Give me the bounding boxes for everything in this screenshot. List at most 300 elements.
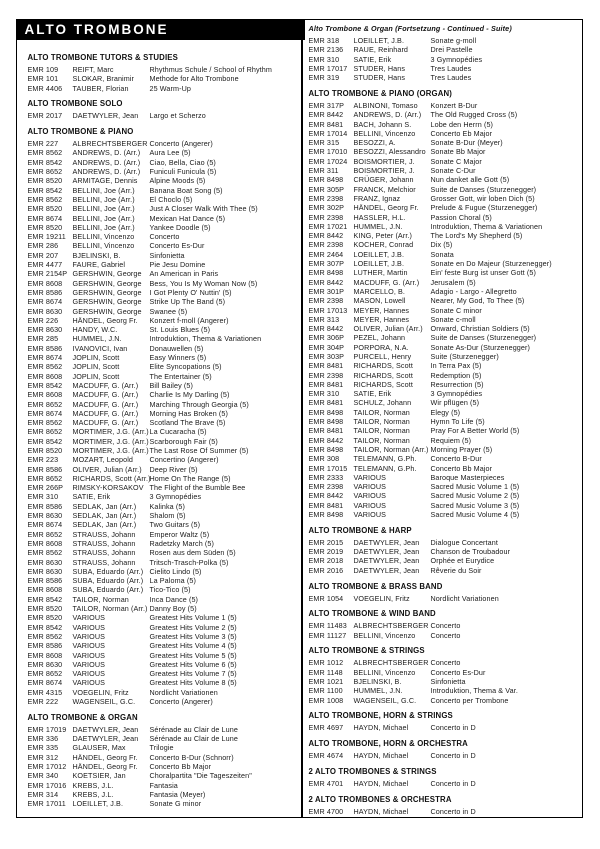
piece-title: Mexican Hat Dance (5) bbox=[149, 213, 226, 223]
emr-number: EMR 8674 bbox=[27, 678, 63, 688]
catalog-section bbox=[309, 711, 581, 732]
composer: HAYDN, Michael bbox=[353, 806, 409, 816]
catalog-row bbox=[28, 232, 300, 241]
composer: BELLINI, Vincenzo bbox=[353, 630, 416, 640]
piece-title: Elite Syncopations (5) bbox=[149, 362, 222, 372]
piece-title: Concerto bbox=[149, 232, 180, 242]
catalog-row bbox=[309, 464, 581, 473]
composer: DAETWYLER, Jean bbox=[72, 724, 139, 734]
composer: VARIOUS bbox=[353, 472, 387, 482]
emr-number: EMR 8520 bbox=[27, 604, 63, 614]
composer: MORTIMER, J.G. (Arr.) bbox=[72, 445, 149, 455]
composer: DAETWYLER, Jean bbox=[353, 556, 420, 566]
catalog-row bbox=[28, 455, 300, 464]
emr-number: EMR 8562 bbox=[27, 631, 63, 641]
emr-number: EMR 2016 bbox=[308, 565, 344, 575]
catalog-row bbox=[28, 678, 300, 687]
composer: HÄNDEL, Georg Fr. bbox=[353, 203, 419, 213]
piece-title: Konzert f-moll (Angerer) bbox=[149, 315, 229, 325]
emr-number: EMR 17011 bbox=[27, 799, 66, 809]
emr-number: EMR 8498 bbox=[308, 417, 344, 427]
composer: ALBINONI, Tomaso bbox=[353, 100, 418, 110]
composer: STRAUSS, Johann bbox=[72, 538, 136, 548]
catalog-row bbox=[28, 651, 300, 660]
emr-number: EMR 8586 bbox=[27, 287, 63, 297]
emr-number: EMR 8586 bbox=[27, 641, 63, 651]
catalog-row bbox=[28, 567, 300, 576]
catalog-row bbox=[28, 548, 300, 557]
catalog-row bbox=[309, 538, 581, 547]
emr-number: EMR 335 bbox=[27, 743, 59, 753]
piece-title: Strike Up The Band (5) bbox=[149, 297, 226, 307]
emr-number: EMR 4477 bbox=[27, 260, 63, 270]
catalog-row bbox=[28, 251, 300, 260]
piece-title: Concerto Es-Dur bbox=[430, 667, 486, 677]
composer: RICHARDS, Scott bbox=[353, 361, 413, 371]
piece-title: 3 Gymnopédies bbox=[430, 54, 483, 64]
piece-title: Sacred Music Volume 1 (5) bbox=[430, 482, 520, 492]
catalog-section bbox=[28, 713, 300, 809]
piece-title: Drei Pastelle bbox=[430, 45, 473, 55]
catalog-row bbox=[28, 325, 300, 334]
emr-number: EMR 8481 bbox=[308, 426, 344, 436]
emr-number: EMR 17010 bbox=[308, 147, 348, 157]
catalog-row bbox=[309, 166, 581, 175]
piece-title: Sérénade au Clair de Lune bbox=[149, 734, 238, 744]
piece-title: Konzert B-Dur bbox=[430, 100, 478, 110]
composer: RICHARDS, Scott bbox=[353, 370, 413, 380]
composer: BELLINI, Vincenzo bbox=[353, 128, 416, 138]
catalog-row bbox=[28, 390, 300, 399]
piece-title: Concerto per Trombone bbox=[430, 695, 509, 705]
piece-title: Prelude & Fugue (Sturzenegger) bbox=[430, 203, 538, 213]
catalog-section bbox=[309, 609, 581, 640]
catalog-row bbox=[28, 316, 300, 325]
piece-title: Morning Prayer (5) bbox=[430, 444, 493, 454]
emr-number: EMR 2464 bbox=[308, 249, 344, 259]
catalog-row bbox=[309, 408, 581, 417]
column-divider bbox=[301, 20, 303, 817]
piece-title: Greatest Hits Volume 2 (5) bbox=[149, 622, 237, 632]
composer: GERSHWIN, George bbox=[72, 306, 142, 316]
emr-number: EMR 8442 bbox=[308, 277, 344, 287]
section-heading: ALTO TROMBONE & BRASS BAND bbox=[308, 581, 443, 591]
composer: ALBRECHTSBERGER bbox=[353, 621, 429, 631]
catalog-row bbox=[309, 120, 581, 129]
catalog-row bbox=[309, 259, 581, 268]
piece-title: Wir pflügen (5) bbox=[430, 398, 480, 408]
piece-title: Aura Lee (5) bbox=[149, 148, 191, 158]
piece-title: The Old Rugged Cross (5) bbox=[430, 110, 518, 120]
piece-title: Chanson de Troubadour bbox=[430, 547, 511, 557]
catalog-row bbox=[309, 361, 581, 370]
emr-number: EMR 8520 bbox=[27, 445, 63, 455]
composer: ANDREWS, D. (Arr.) bbox=[72, 157, 141, 167]
emr-number: EMR 8542 bbox=[27, 380, 63, 390]
catalog-row bbox=[28, 753, 300, 762]
piece-title: Hymn To Life (5) bbox=[430, 417, 485, 427]
composer: BESOZZI, Alessandro bbox=[353, 147, 426, 157]
catalog-row bbox=[28, 743, 300, 752]
emr-number: EMR 8674 bbox=[27, 408, 63, 418]
catalog-row bbox=[28, 269, 300, 278]
catalog-row bbox=[309, 73, 581, 82]
composer: HAYDN, Michael bbox=[353, 751, 409, 761]
catalog-row bbox=[28, 669, 300, 678]
catalog-row bbox=[309, 250, 581, 259]
piece-title: La Paloma (5) bbox=[149, 576, 196, 586]
piece-title: Sinfonietta bbox=[149, 250, 185, 260]
composer: VARIOUS bbox=[353, 491, 387, 501]
catalog-row bbox=[309, 222, 581, 231]
composer: GERSHWIN, George bbox=[72, 278, 142, 288]
piece-title: Redemption (5) bbox=[430, 370, 482, 380]
piece-title: 3 Gymnopédies bbox=[149, 492, 202, 502]
emr-number: EMR 4406 bbox=[27, 83, 63, 93]
catalog-row bbox=[28, 400, 300, 409]
composer: BELLINI, Joe (Arr.) bbox=[72, 194, 135, 204]
composer: TAILOR, Norman bbox=[353, 435, 410, 445]
catalog-row bbox=[28, 632, 300, 641]
emr-number: EMR 17015 bbox=[308, 463, 348, 473]
emr-number: EMR 310 bbox=[27, 492, 59, 502]
catalog-row bbox=[309, 333, 581, 342]
catalog-section bbox=[309, 582, 581, 603]
catalog-row bbox=[309, 547, 581, 556]
composer: HUMMEL, J.N. bbox=[353, 221, 403, 231]
emr-number: EMR 11483 bbox=[308, 621, 347, 631]
composer: MACDUFF, G. (Arr.) bbox=[72, 390, 139, 400]
composer: MORTIMER, J.G. (Arr.) bbox=[72, 436, 149, 446]
emr-number: EMR 1008 bbox=[308, 695, 344, 705]
composer: GERSHWIN, George bbox=[72, 287, 142, 297]
emr-number: EMR 8674 bbox=[27, 353, 63, 363]
catalog-row bbox=[309, 306, 581, 315]
catalog-row bbox=[309, 213, 581, 222]
composer: PURCELL, Henry bbox=[353, 352, 412, 361]
catalog-row bbox=[28, 595, 300, 604]
piece-title: Rêverie du Soir bbox=[430, 565, 482, 575]
emr-number: EMR 2154P bbox=[27, 269, 68, 279]
composer: DAETWYLER, Jean bbox=[353, 565, 420, 575]
piece-title: Charlie Is My Darling (5) bbox=[149, 390, 230, 400]
composer: WAGENSEIL, G.C. bbox=[72, 697, 136, 706]
composer: BJELINSKI, B. bbox=[72, 250, 121, 260]
piece-title: I Got Plenty O' Nuttin' (5) bbox=[149, 287, 232, 297]
composer: IVANOVICI, Ivan bbox=[72, 343, 128, 353]
catalog-row bbox=[28, 65, 300, 74]
emr-number: EMR 8562 bbox=[27, 194, 63, 204]
emr-number: EMR 17019 bbox=[27, 724, 67, 734]
catalog-row bbox=[309, 315, 581, 324]
emr-number: EMR 8630 bbox=[27, 511, 63, 521]
catalog-section bbox=[309, 89, 581, 519]
composer: OLIVER, Julian (Arr.) bbox=[72, 464, 142, 474]
composer: STRAUSS, Johann bbox=[72, 548, 136, 558]
catalog-row bbox=[309, 445, 581, 454]
piece-title: Introduktion, Thema & Variationen bbox=[430, 221, 543, 231]
emr-number: EMR 222 bbox=[27, 697, 59, 706]
composer: TELEMANN, G.Ph. bbox=[353, 463, 417, 473]
composer: FAURE, Gabriel bbox=[72, 260, 126, 270]
piece-title: Concerto bbox=[430, 658, 461, 668]
emr-number: EMR 306P bbox=[308, 333, 345, 343]
composer: MARCELLO, B. bbox=[353, 286, 406, 296]
piece-title: Tres Laudes bbox=[430, 63, 472, 73]
composer: HÄNDEL, Georg Fr. bbox=[72, 752, 138, 762]
emr-number: EMR 308 bbox=[308, 454, 340, 464]
emr-number: EMR 8481 bbox=[308, 500, 344, 510]
catalog-section bbox=[309, 24, 581, 82]
piece-title: Tico-Tico (5) bbox=[149, 585, 191, 595]
catalog-row bbox=[309, 352, 581, 361]
catalog-row bbox=[309, 157, 581, 166]
piece-title: Greatest Hits Volume 3 (5) bbox=[149, 631, 237, 641]
composer: DAETWYLER, Jean bbox=[353, 537, 420, 547]
section-heading: ALTO TROMBONE & PIANO (ORGAN) bbox=[308, 88, 453, 98]
composer: GERSHWIN, George bbox=[72, 297, 142, 307]
catalog-row bbox=[28, 260, 300, 269]
composer: HASSLER, H.L. bbox=[353, 212, 406, 222]
piece-title: Fantasia (Meyer) bbox=[149, 789, 206, 799]
catalog-row bbox=[28, 334, 300, 343]
emr-number: EMR 8630 bbox=[27, 659, 63, 669]
composer: KREBS, J.L. bbox=[72, 789, 114, 799]
catalog-row bbox=[309, 296, 581, 305]
emr-number: EMR 8442 bbox=[308, 324, 344, 334]
emr-number: EMR 314 bbox=[27, 789, 59, 799]
page-border bbox=[16, 19, 583, 818]
catalog-row bbox=[309, 324, 581, 333]
emr-number: EMR 8608 bbox=[27, 585, 63, 595]
composer: VARIOUS bbox=[72, 678, 106, 688]
composer: LOEILLET, J.B. bbox=[72, 799, 124, 809]
piece-title: St. Louis Blues (5) bbox=[149, 325, 211, 335]
emr-number: EMR 8498 bbox=[308, 407, 344, 417]
piece-title: Easy Winners (5) bbox=[149, 353, 207, 363]
composer: JOPLIN, Scott bbox=[72, 353, 120, 363]
piece-title: La Cucaracha (5) bbox=[149, 427, 207, 437]
piece-title: The Flight of the Bumble Bee bbox=[149, 483, 246, 493]
catalog-row bbox=[28, 623, 300, 632]
piece-title: Tres Laudes bbox=[430, 73, 472, 83]
composer: MACDUFF, G. (Arr.) bbox=[353, 277, 420, 287]
emr-number: EMR 1100 bbox=[308, 686, 343, 696]
composer: VOEGELIN, Fritz bbox=[72, 687, 129, 697]
catalog-row bbox=[309, 751, 581, 760]
composer: OLIVER, Julian (Arr.) bbox=[353, 324, 423, 334]
catalog-row bbox=[28, 558, 300, 567]
emr-number: EMR 17016 bbox=[27, 780, 67, 790]
emr-number: EMR 8498 bbox=[308, 444, 344, 454]
emr-number: EMR 2333 bbox=[308, 472, 344, 482]
piece-title: Alpine Moods (5) bbox=[149, 176, 206, 186]
catalog-row bbox=[28, 613, 300, 622]
catalog-row bbox=[28, 427, 300, 436]
composer: TAILOR, Norman (Arr.) bbox=[353, 444, 429, 454]
piece-title: In Terra Pax (5) bbox=[430, 361, 482, 371]
piece-title: Morning Has Broken (5) bbox=[149, 408, 228, 418]
piece-title: Concerto B-Dur (Schnorr) bbox=[149, 752, 234, 762]
composer: LOEILLET, J.B. bbox=[353, 249, 405, 259]
composer: PORPORA, N.A. bbox=[353, 342, 409, 352]
composer: VARIOUS bbox=[353, 482, 387, 492]
piece-title: Methode for Alto Trombone bbox=[149, 74, 239, 84]
catalog-row bbox=[28, 539, 300, 548]
composer: SCHULZ, Johann bbox=[353, 398, 412, 408]
emr-number: EMR 4674 bbox=[308, 751, 344, 761]
catalog-row bbox=[309, 55, 581, 64]
catalog-row bbox=[309, 398, 581, 407]
composer: MACDUFF, G. (Arr.) bbox=[72, 399, 139, 409]
composer: JOPLIN, Scott bbox=[72, 362, 120, 372]
emr-number: EMR 2017 bbox=[27, 111, 63, 121]
emr-number: EMR 2015 bbox=[308, 537, 344, 547]
catalog-row bbox=[309, 566, 581, 575]
catalog-row bbox=[28, 288, 300, 297]
piece-title: Just A Closer Walk With Thee (5) bbox=[149, 204, 258, 214]
composer: LOEILLET, J.B. bbox=[353, 259, 405, 269]
composer: WAGENSEIL, G.C. bbox=[353, 695, 417, 705]
piece-title: Sonate G minor bbox=[149, 799, 202, 809]
piece-title: Passion Choral (5) bbox=[430, 212, 492, 222]
composer: CRÜGER, Johann bbox=[353, 175, 414, 185]
piece-title: Sonate en Do Majeur (Sturzenegger) bbox=[430, 259, 552, 269]
composer: ANDREWS, D. (Arr.) bbox=[72, 167, 141, 177]
catalog-row bbox=[309, 45, 581, 54]
piece-title: Bess, You Is My Woman Now (5) bbox=[149, 278, 258, 288]
piece-title: Yankee Doodle (5) bbox=[149, 222, 211, 232]
composer: DAETWYLER, Jean bbox=[72, 734, 139, 744]
emr-number: EMR 315 bbox=[308, 138, 340, 148]
catalog-row bbox=[309, 510, 581, 519]
catalog-row bbox=[28, 167, 300, 176]
piece-title: Concerto Bb Major bbox=[430, 463, 493, 473]
emr-number: EMR 8442 bbox=[308, 435, 344, 445]
composer: HÄNDEL, Georg Fr. bbox=[72, 315, 138, 325]
piece-title: Sonate As-Dur (Sturzenegger) bbox=[430, 342, 530, 352]
catalog-row bbox=[309, 668, 581, 677]
piece-title: Greatest Hits Volume 1 (5) bbox=[149, 613, 237, 623]
catalog-row bbox=[28, 762, 300, 771]
catalog-row bbox=[28, 362, 300, 371]
catalog-row bbox=[28, 195, 300, 204]
catalog-row bbox=[309, 594, 581, 603]
composer: RICHARDS, Scott bbox=[353, 379, 413, 389]
emr-number: EMR 312 bbox=[27, 752, 59, 762]
composer: VARIOUS bbox=[72, 613, 106, 623]
catalog-row bbox=[28, 84, 300, 93]
catalog-row bbox=[28, 418, 300, 427]
emr-number: EMR 8608 bbox=[27, 371, 63, 381]
catalog-section bbox=[28, 99, 300, 120]
piece-title: Tritsch-Trasch-Polka (5) bbox=[149, 557, 229, 567]
composer: ARMITAGE, Dennis bbox=[72, 176, 138, 186]
piece-title: Grosser Gott, wir loben Dich (5) bbox=[430, 193, 535, 203]
emr-number: EMR 8542 bbox=[27, 185, 63, 195]
composer: RIMSKY-KORSAKOV bbox=[72, 483, 144, 493]
emr-number: EMR 8542 bbox=[27, 622, 63, 632]
emr-number: EMR 17014 bbox=[308, 128, 348, 138]
composer: MORTIMER, J.G. (Arr.) bbox=[72, 427, 149, 437]
composer: SUBA, Eduardo (Arr.) bbox=[72, 566, 144, 576]
composer: HAYDN, Michael bbox=[353, 723, 409, 733]
catalog-row bbox=[28, 409, 300, 418]
emr-number: EMR 226 bbox=[27, 315, 59, 325]
piece-title: Concerto bbox=[430, 621, 461, 631]
composer: RICHARDS, Scott (Arr.) bbox=[72, 473, 151, 483]
catalog-row bbox=[309, 426, 581, 435]
emr-number: EMR 8674 bbox=[27, 213, 63, 223]
catalog-row bbox=[28, 520, 300, 529]
composer: VARIOUS bbox=[72, 641, 106, 651]
piece-title: Fantasia bbox=[149, 780, 178, 790]
catalog-row bbox=[28, 241, 300, 250]
piece-title: Rosen aus dem Süden (5) bbox=[149, 548, 236, 558]
piece-title: Orphée et Eurydice bbox=[430, 556, 495, 566]
emr-number: EMR 1148 bbox=[308, 667, 343, 677]
catalog-row bbox=[28, 111, 300, 120]
emr-number: EMR 8652 bbox=[27, 669, 63, 679]
composer: BELLINI, Vincenzo bbox=[353, 667, 416, 677]
catalog-row bbox=[309, 129, 581, 138]
piece-title: Nearer, My God, To Thee (5) bbox=[430, 296, 525, 306]
piece-title: Pie Jesu Domine bbox=[149, 260, 206, 270]
piece-title: Two Guitars (5) bbox=[149, 520, 201, 530]
composer: FRANZ, Ignaz bbox=[353, 193, 401, 203]
emr-number: EMR 8586 bbox=[27, 464, 63, 474]
composer: VARIOUS bbox=[72, 650, 106, 660]
composer: VARIOUS bbox=[72, 659, 106, 669]
piece-title: 3 Gymnopédies bbox=[430, 389, 483, 399]
catalog-row bbox=[309, 110, 581, 119]
catalog-row bbox=[28, 641, 300, 650]
catalog-row bbox=[309, 723, 581, 732]
composer: TELEMANN, G.Ph. bbox=[353, 454, 417, 464]
emr-number: EMR 2019 bbox=[308, 547, 344, 557]
emr-number: EMR 17012 bbox=[27, 761, 67, 771]
piece-title: Scotland The Brave (5) bbox=[149, 418, 226, 428]
emr-number: EMR 101 bbox=[27, 74, 59, 84]
composer: STUDER, Hans bbox=[353, 73, 406, 83]
composer: MASON, Lowell bbox=[353, 296, 406, 306]
catalog-section bbox=[309, 767, 581, 788]
catalog-section bbox=[309, 795, 581, 816]
piece-title: Introduktion, Thema & Var. bbox=[430, 686, 518, 696]
emr-number: EMR 8652 bbox=[27, 399, 63, 409]
piece-title: Concerto in D bbox=[430, 751, 476, 761]
left-column bbox=[28, 53, 300, 808]
emr-number: EMR 8674 bbox=[27, 297, 63, 307]
catalog-row bbox=[28, 474, 300, 483]
emr-number: EMR 8630 bbox=[27, 325, 63, 335]
piece-title: Sonate C-Dur bbox=[430, 166, 476, 176]
emr-number: EMR 17021 bbox=[308, 221, 348, 231]
piece-title: Concerto in D bbox=[430, 806, 476, 816]
piece-title: Introduktion, Thema & Variationen bbox=[149, 334, 262, 344]
composer: ANDREWS, D. (Arr.) bbox=[353, 110, 422, 120]
emr-number: EMR 2398 bbox=[308, 212, 344, 222]
piece-title: Greatest Hits Volume 5 (5) bbox=[149, 650, 237, 660]
emr-number: EMR 311 bbox=[308, 166, 339, 176]
emr-number: EMR 1012 bbox=[308, 658, 344, 668]
section-heading: 2 ALTO TROMBONES & STRINGS bbox=[308, 767, 437, 776]
piece-title: Sonate c-moll bbox=[430, 314, 476, 324]
piece-title: Nun danket alle Gott (5) bbox=[430, 175, 510, 185]
composer: STRAUSS, Johann bbox=[72, 557, 136, 567]
emr-number: EMR 8652 bbox=[27, 427, 63, 437]
piece-title: Kalinka (5) bbox=[149, 501, 185, 511]
